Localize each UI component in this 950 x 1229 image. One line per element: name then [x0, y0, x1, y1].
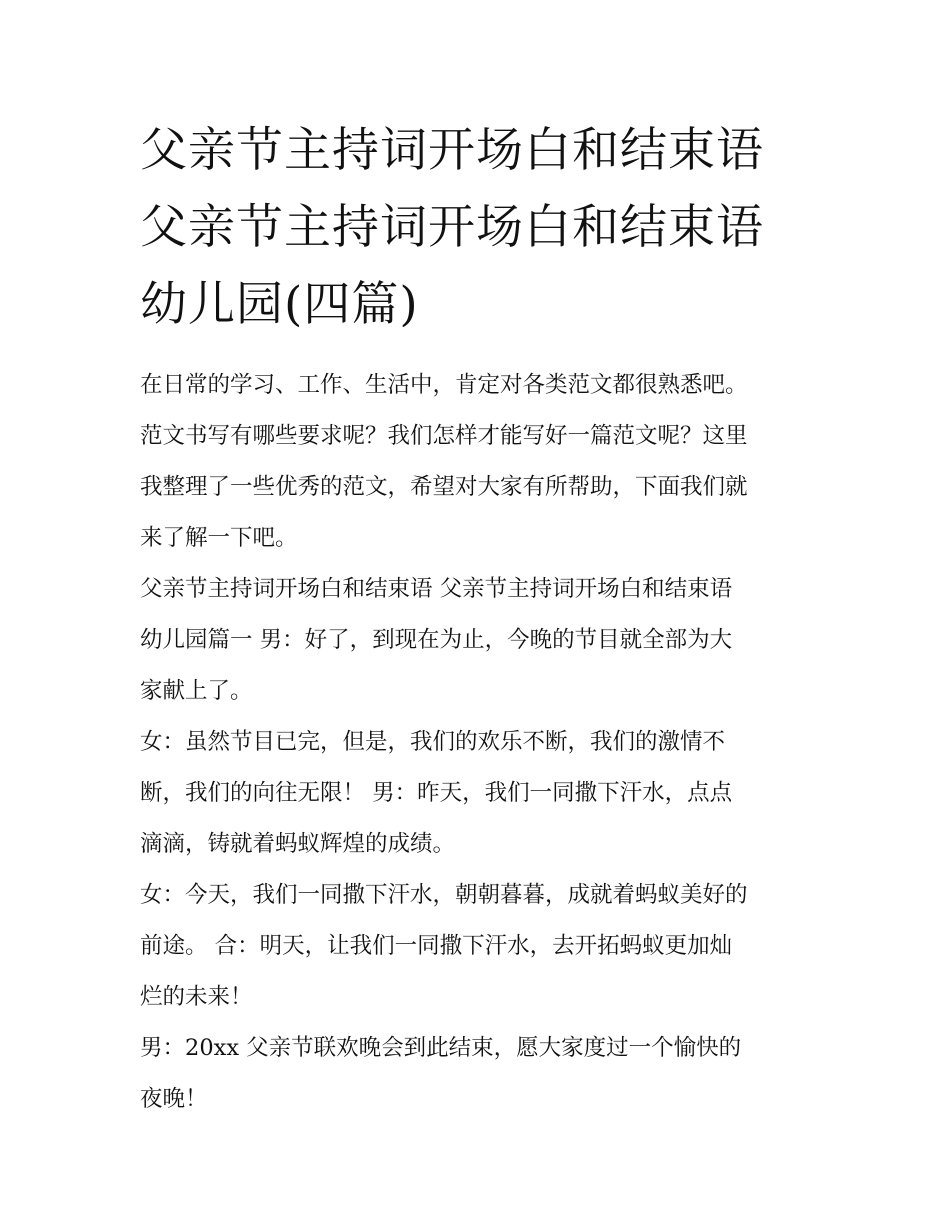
- body-paragraph: [140, 1023, 820, 1125]
- paragraph-line: 家献上了。: [140, 678, 253, 704]
- document-title: [140, 112, 820, 343]
- paragraph-line: 男：20xx 父亲节联欢晚会到此结束，愿大家度过一个愉快的: [140, 1035, 742, 1061]
- paragraph-line: 来了解一下吧。: [140, 525, 298, 551]
- paragraph-line: 断，我们的向往无限！ 男：昨天，我们一同撒下汗水，点点: [140, 780, 733, 806]
- paragraph-line: 父亲节主持词开场白和结束语 父亲节主持词开场白和结束语: [140, 576, 733, 602]
- paragraph-line: 幼儿园篇一 男：好了，到现在为止，今晚的节目就全部为大: [140, 627, 733, 653]
- body-paragraph: [140, 870, 820, 1023]
- paragraph-line: 滴滴，铸就着蚂蚁辉煌的成绩。: [140, 831, 456, 857]
- document-content: [140, 112, 820, 1125]
- body-paragraph: [140, 564, 820, 717]
- body-paragraph: [140, 717, 820, 870]
- paragraph-line: 在日常的学习、工作、生活中，肯定对各类范文都很熟悉吧。: [140, 372, 748, 398]
- title-line: 父亲节主持词开场白和结束语: [140, 123, 764, 178]
- paragraph-line: 前途。 合：明天，让我们一同撒下汗水，去开拓蚂蚁更加灿: [140, 933, 733, 959]
- paragraph-line: 女：今天，我们一同撒下汗水，朝朝暮暮，成就着蚂蚁美好的: [140, 882, 748, 908]
- title-line: 父亲节主持词开场白和结束语: [140, 200, 764, 255]
- paragraph-line: 烂的未来！: [140, 984, 253, 1010]
- title-line: 幼儿园(四篇): [140, 277, 419, 332]
- paragraph-line: 夜晚！: [140, 1086, 208, 1112]
- paragraph-line: 范文书写有哪些要求呢？我们怎样才能写好一篇范文呢？这里: [140, 423, 748, 449]
- paragraph-line: 我整理了一些优秀的范文，希望对大家有所帮助，下面我们就: [140, 474, 748, 500]
- intro-paragraph: [140, 360, 820, 564]
- paragraph-line: 女：虽然节目已完，但是，我们的欢乐不断，我们的激情不: [140, 729, 726, 755]
